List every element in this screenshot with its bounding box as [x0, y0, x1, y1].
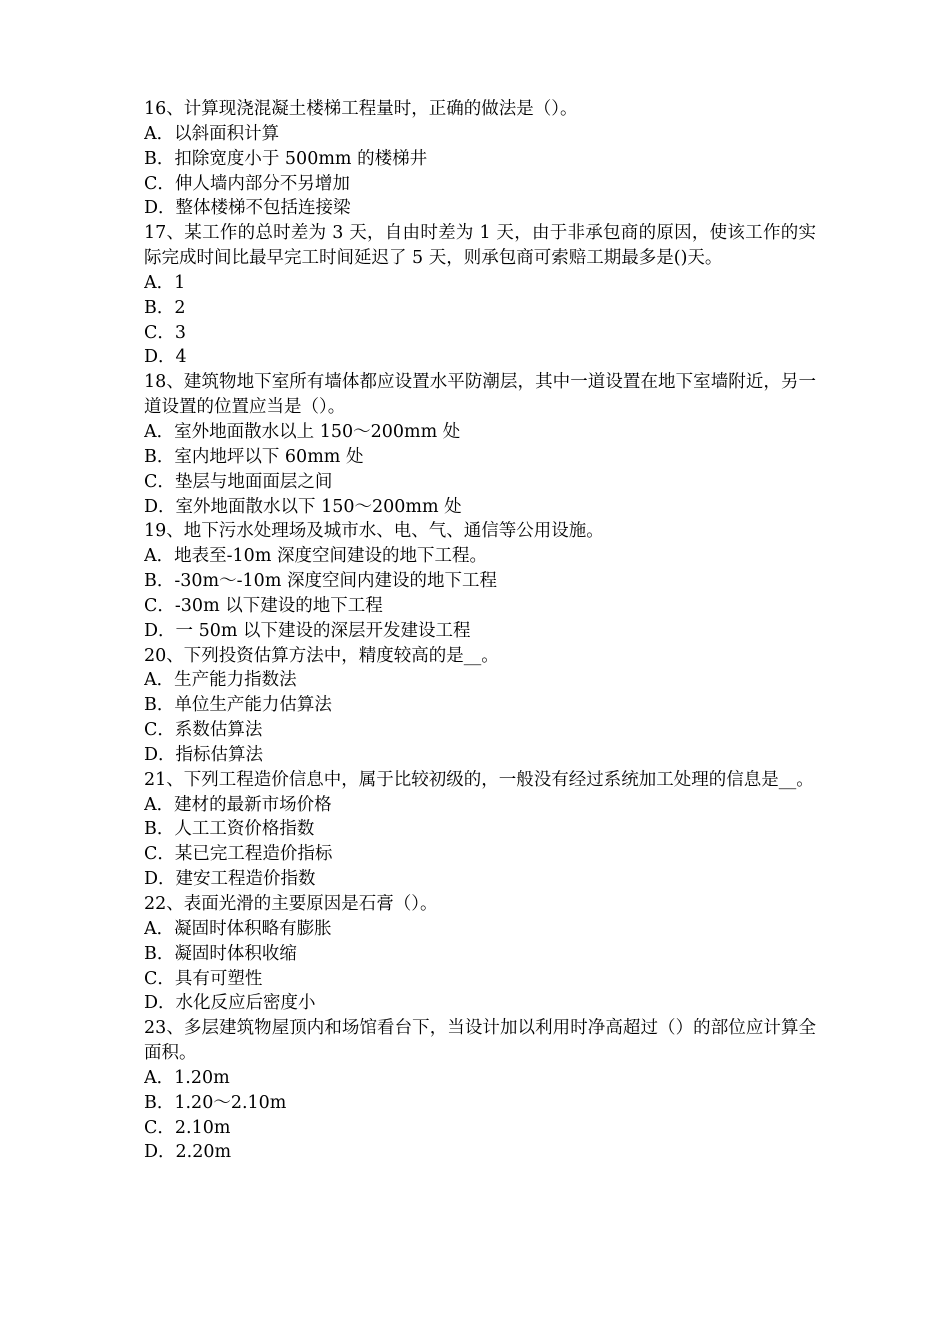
- option-a: A．1.20m: [144, 1067, 230, 1088]
- option-d: D．整体楼梯不包括连接梁: [144, 198, 351, 219]
- document-body: [144, 97, 816, 1165]
- option-c: C．伸人墙内部分不另增加: [144, 173, 350, 194]
- question-stem: 17、某工作的总时差为 3 天，自由时差为 1 天，由于非承包商的原因，使该工作的实际完成时间比最早完工时间延迟了 5 天，则承包商可索赔工期最多是()天。: [144, 223, 816, 269]
- option-a: A．生产能力指数法: [144, 670, 297, 691]
- option-a: A．以斜面积计算: [144, 123, 280, 144]
- question-23: [144, 1016, 816, 1165]
- option-c: C．-30m 以下建设的地下工程: [144, 595, 383, 616]
- question-20: [144, 644, 816, 768]
- option-b: B．2: [144, 297, 186, 318]
- option-d: D．2.20m: [144, 1142, 232, 1163]
- option-b: B．单位生产能力估算法: [144, 695, 332, 716]
- question-16: [144, 97, 816, 221]
- option-c: C．垫层与地面面层之间: [144, 471, 333, 492]
- question-19: [144, 519, 816, 643]
- question-21: [144, 768, 816, 892]
- option-d: D．一 50m 以下建设的深层开发建设工程: [144, 620, 471, 641]
- option-c: C．某已完工程造价指标: [144, 844, 333, 865]
- question-stem: 22、表面光滑的主要原因是石膏（）。: [144, 894, 438, 914]
- option-a: A．地表至-10m 深度空间建设的地下工程。: [144, 546, 487, 567]
- option-c: C．系数估算法: [144, 720, 263, 741]
- option-b: B．人工工资价格指数: [144, 819, 315, 840]
- option-d: D．水化反应后密度小: [144, 993, 316, 1014]
- option-d: D．指标估算法: [144, 744, 264, 765]
- option-d: D．室外地面散水以下 150～200mm 处: [144, 496, 462, 517]
- question-18: [144, 370, 816, 519]
- option-b: B．凝固时体积收缩: [144, 943, 297, 964]
- option-a: A．室外地面散水以上 150～200mm 处: [144, 421, 461, 442]
- question-stem: 16、计算现浇混凝土楼梯工程量时，正确的做法是（）。: [144, 99, 578, 119]
- option-b: B．室内地坪以下 60mm 处: [144, 446, 364, 467]
- option-b: B．扣除宽度小于 500mm 的楼梯井: [144, 148, 428, 169]
- question-stem: 23、多层建筑物屋顶内和场馆看台下，当设计加以利用时净高超过（）的部位应计算全面积。: [144, 1018, 816, 1064]
- option-b: B．-30m～-10m 深度空间内建设的地下工程: [144, 571, 497, 592]
- option-a: A．凝固时体积略有膨胀: [144, 918, 332, 939]
- option-c: C．2.10m: [144, 1117, 231, 1138]
- option-d: D．建安工程造价指数: [144, 869, 316, 890]
- option-d: D．4: [144, 347, 187, 368]
- option-a: A．1: [144, 272, 186, 293]
- question-stem: 21、下列工程造价信息中，属于比较初级的，一般没有经过系统加工处理的信息是__。: [144, 769, 814, 790]
- option-b: B．1.20～2.10m: [144, 1092, 287, 1113]
- option-c: C．3: [144, 322, 187, 343]
- question-stem: 20、下列投资估算方法中，精度较高的是__。: [144, 645, 499, 666]
- question-stem: 19、地下污水处理场及城市水、电、气、通信等公用设施。: [144, 521, 604, 542]
- question-22: [144, 892, 816, 1016]
- question-stem: 18、建筑物地下室所有墙体都应设置水平防潮层，其中一道设置在地下室墙附近，另一道设置的位置应当是（）。: [144, 372, 816, 418]
- option-c: C．具有可塑性: [144, 968, 263, 989]
- question-17: [144, 221, 816, 370]
- option-a: A．建材的最新市场价格: [144, 794, 332, 815]
